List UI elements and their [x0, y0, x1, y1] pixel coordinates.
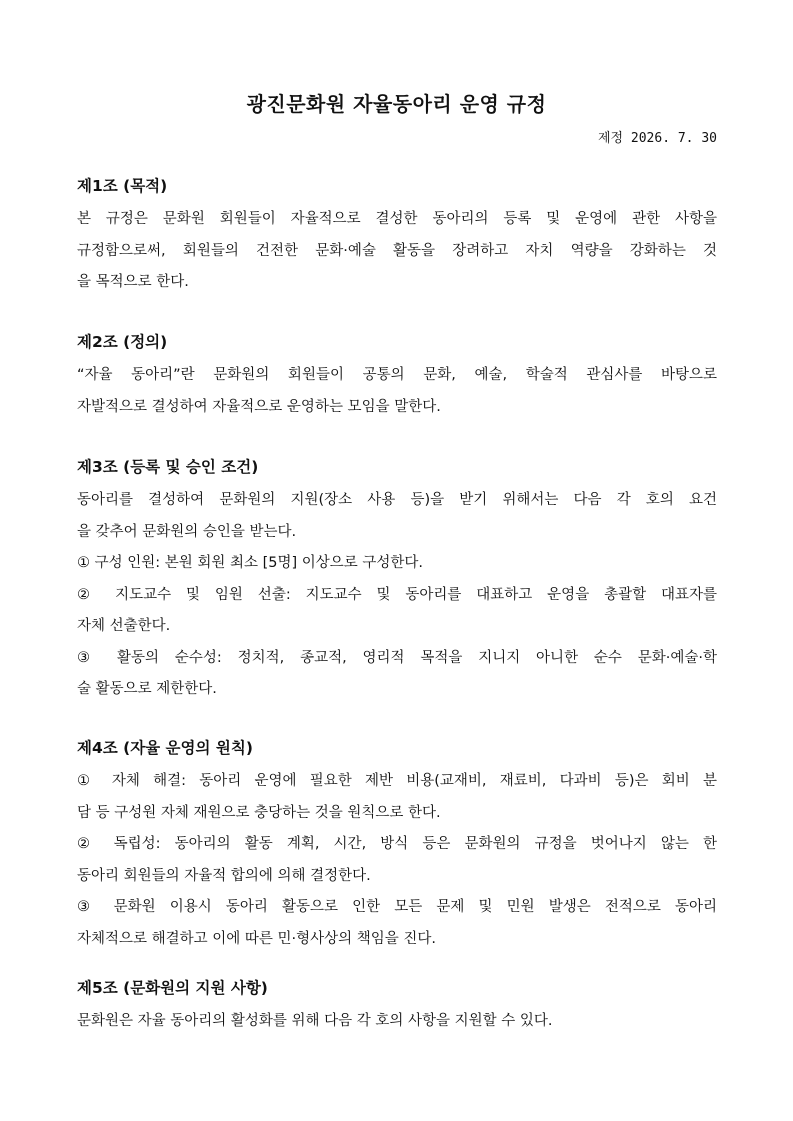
- article-2: [77, 330, 717, 423]
- article-text-line: 규정함으로써, 회원들의 건전한 문화·예술 활동을 장려하고 자치 역량을 강화하는 것: [77, 242, 717, 259]
- enactment-date: 제정 2026. 7. 30: [597, 131, 717, 146]
- article-4: [77, 736, 717, 955]
- clause-item: ③ 문화원 이용시 동아리 활동으로 인한 모든 문제 및 민원 발생은 전적으로 동아리: [77, 899, 717, 915]
- article-text-line: 동아리 회원들의 자율적 합의에 의해 결정한다.: [77, 867, 371, 884]
- clause-item: ① 구성 인원: 본원 회원 최소 [5명] 이상으로 구성한다.: [77, 555, 424, 571]
- clause-item: ③ 활동의 순수성: 정치적, 종교적, 영리적 목적을 지니지 아니한 순수 문화·예술·학: [77, 649, 717, 666]
- clause-item: ② 지도교수 및 임원 선출: 지도교수 및 동아리를 대표하고 운영을 총괄할 대표자를: [77, 586, 717, 603]
- article-text-line: 자체적으로 해결하고 이에 따른 민·형사상의 책임을 진다.: [77, 930, 437, 947]
- article-5: [77, 976, 717, 1038]
- article-text-line: 문화원은 자율 동아리의 활성화를 위해 다음 각 호의 사항을 지원할 수 있다.: [77, 1013, 553, 1029]
- article-heading: 제4조 (자율 운영의 원칙): [77, 739, 253, 757]
- article-3: [77, 455, 717, 706]
- article-text-line: 자체 선출한다.: [77, 618, 171, 634]
- article-heading: 제3조 (등록 및 승인 조건): [77, 458, 259, 476]
- article-heading: 제5조 (문화원의 지원 사항): [77, 979, 268, 997]
- clause-item: ② 독립성: 동아리의 활동 계획, 시간, 방식 등은 문화원의 규정을 벗어나지 않는 한: [77, 836, 717, 852]
- clause-item: ① 자체 해결: 동아리 운영에 필요한 제반 비용(교재비, 재료비, 다과비 등)은 회비 분: [77, 773, 717, 789]
- article-text-line: 본 규정은 문화원 회원들이 자율적으로 결성한 동아리의 등록 및 운영에 관한 사항을: [77, 211, 717, 227]
- article-text-line: 술 활동으로 제한한다.: [77, 681, 217, 697]
- article-text-line: 을 목적으로 한다.: [77, 274, 189, 290]
- article-heading: 제1조 (목적): [77, 177, 168, 195]
- article-1: [77, 174, 717, 299]
- article-text-line: 자발적으로 결성하여 자율적으로 운영하는 모임을 말한다.: [77, 398, 441, 415]
- article-heading: 제2조 (정의): [77, 333, 168, 351]
- article-text-line: 담 등 구성원 자체 재원으로 충당하는 것을 원칙으로 한다.: [77, 804, 441, 821]
- article-text-line: 동아리를 결성하여 문화원의 지원(장소 사용 등)을 받기 위해서는 다음 각 호의 요건: [77, 492, 717, 508]
- document-title: 광진문화원 자율동아리 운영 규정: [246, 92, 547, 116]
- article-text-line: 을 갖추어 문화원의 승인을 받는다.: [77, 523, 297, 540]
- article-text-line: “자율 동아리”란 문화원의 회원들이 공통의 문화, 예술, 학술적 관심사를 바탕으로: [77, 367, 717, 383]
